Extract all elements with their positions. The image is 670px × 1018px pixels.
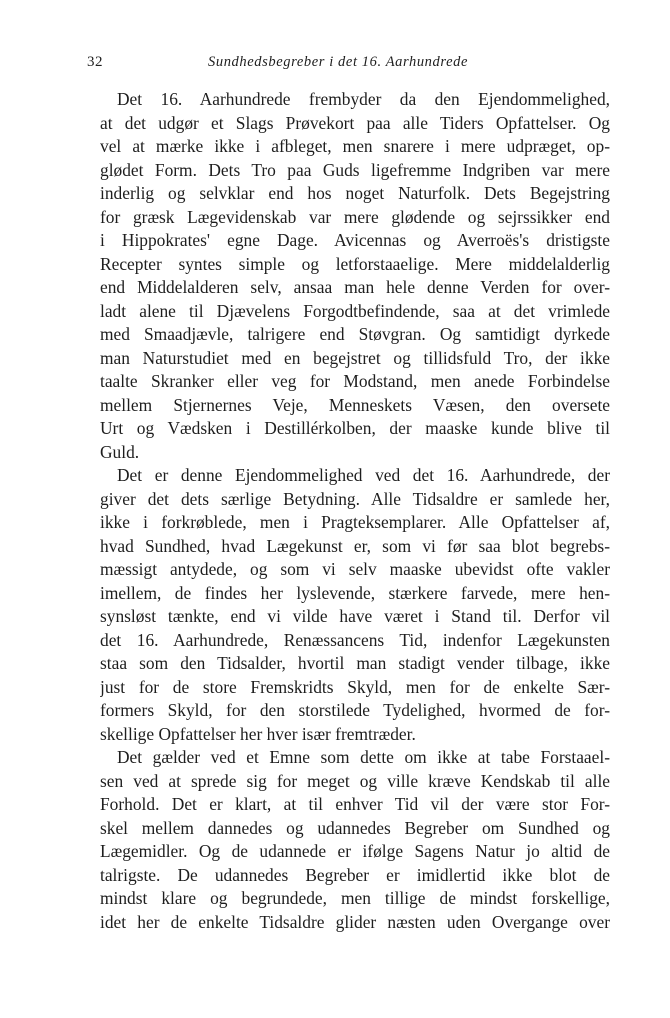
text-line: hvad Sundhed, hvad Lægekunst er, som vi før saa blot begrebs- — [100, 535, 610, 556]
text-line: idet her de enkelte Tidsaldre glider næsten uden Overgange over — [100, 911, 610, 932]
text-line: det 16. Aarhundrede, Renæssancens Tid, indenfor Lægekunsten — [100, 629, 610, 650]
text-line: glødet Form. Dets Tro paa Guds ligefremme Indgriben var mere — [100, 159, 610, 180]
paragraph-3 — [100, 746, 610, 934]
text-line: giver det dets særlige Betydning. Alle Tidsaldre er samlede her, — [100, 488, 610, 509]
text-line: mæssigt antydede, og som vi selv maaske ubevidst ofte vakler — [100, 559, 610, 579]
text-line: talrigste. De udannedes Begreber er imidlertid ikke blot de — [100, 864, 610, 885]
text-line: imellem, de findes her lyslevende, stærkere farvede, mere hen- — [100, 582, 610, 603]
text-line: i Hippokrates' egne Dage. Avicennas og Averroës's dristigste — [100, 230, 610, 250]
text-line: Recepter syntes simple og letforstaaelige. Mere middelalderlig — [100, 253, 610, 274]
text-line: Guld. — [100, 441, 140, 462]
text-line: skellige Opfattelser her hver især fremtræder. — [100, 723, 416, 744]
text-line: mindst klare og begrundede, men tillige de mindst forskellige, — [100, 888, 610, 908]
body-text — [100, 88, 610, 934]
page-number: 32 — [87, 54, 103, 70]
text-line: at det udgør et Slags Prøvekort paa alle Tiders Opfattelser. Og — [100, 112, 610, 133]
running-header — [0, 54, 670, 76]
text-line: sen ved at sprede sig for meget og ville kræve Kendskab til alle — [100, 770, 610, 791]
text-line: Lægemidler. Og de udannede er ifølge Sagens Natur jo altid de — [100, 841, 610, 861]
text-line: inderlig og selvklar end hos noget Naturfolk. Dets Begejstring — [100, 183, 610, 203]
text-line: taalte Skranker eller veg for Modstand, men anede Forbindelse — [100, 371, 610, 391]
text-line: for græsk Lægevidenskab var mere glødende og sejrssikker end — [100, 206, 610, 227]
text-line: synsløst tænkte, end vi vilde have været i Stand til. Derfor vil — [100, 606, 610, 626]
paragraph-1 — [100, 88, 610, 464]
text-line: med Smaadjævle, talrigere end Støvgran. Og samtidigt dyrkede — [100, 324, 610, 344]
text-line: skel mellem dannedes og udannedes Begreber om Sundhed og — [100, 817, 610, 838]
text-line: Det er denne Ejendommelighed ved det 16. Aarhundrede, der — [117, 465, 610, 485]
text-line: formers Skyld, for den storstilede Tydelighed, hvormed de for- — [100, 700, 610, 720]
paragraph-2 — [100, 464, 610, 746]
text-line: Forhold. Det er klart, at til enhver Tid vil der være stor For- — [100, 794, 610, 814]
text-line: Det 16. Aarhundrede frembyder da den Ejendommelighed, — [117, 89, 610, 109]
text-line: Det gælder ved et Emne som dette om ikke at tabe Forstaael- — [117, 747, 610, 767]
text-line: mellem Stjernernes Veje, Menneskets Væsen, den oversete — [100, 394, 610, 415]
text-line: Urt og Vædsken i Destillérkolben, der maaske kunde blive til — [100, 418, 610, 438]
text-line: end Middelalderen selv, ansaa man hele denne Verden for over- — [100, 277, 610, 297]
text-line: ikke i forkrøblede, men i Pragteksemplarer. Alle Opfattelser af, — [100, 512, 610, 532]
text-line: ladt alene til Djævelens Forgodtbefindende, saa at det vrimlede — [100, 300, 610, 321]
running-title: Sundhedsbegreber i det 16. Aarhundrede — [208, 54, 469, 70]
text-line: staa som den Tidsalder, hvortil man stadigt vender tilbage, ikke — [100, 653, 610, 673]
text-line: just for de store Fremskridts Skyld, men for de enkelte Sær- — [100, 676, 610, 697]
text-line: man Naturstudiet med en begejstret og tillidsfuld Tro, der ikke — [100, 347, 610, 368]
text-line: vel at mærke ikke i afbleget, men snarere i mere udpræget, op- — [100, 136, 610, 156]
